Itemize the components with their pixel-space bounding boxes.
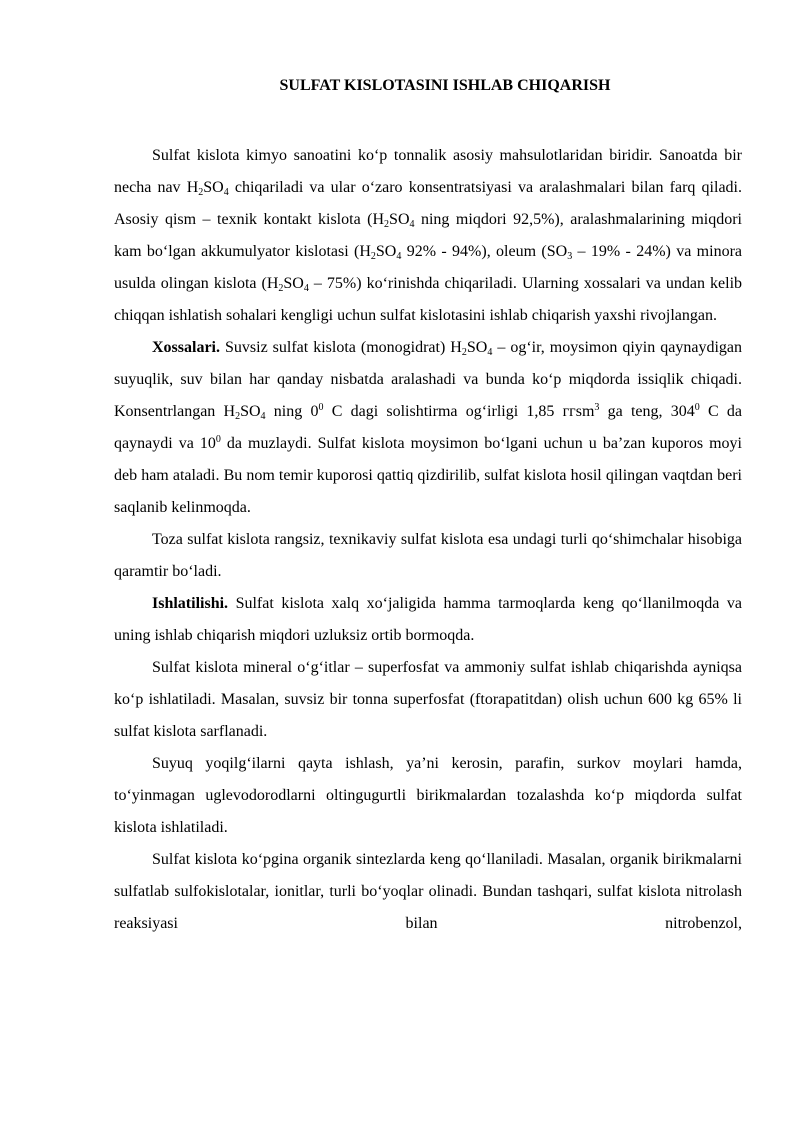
- paragraph-properties: Xossalari. Suvsiz sulfat kislota (monogidrat) $H_2SO_4$ – og‘ir, moysimon qiyin qaynaydigan suyuqlik, suv bilan har qanday nisbatda aralashadi va bunda ko‘p miqdorda issiqlik chiqadi. Konsentrlangan $H_2SO_4$ ning $0^0$ C dagi solishtirma og‘irligi 1,85 ггsm$^3$ ga teng, $304^0$ C da qaynaydi va $10^0$ da muzlaydi. Sulfat kislota moysimon bo‘lgani uchun u ba’zan kuporos moyi deb ham ataladi. Bu nom temir kuporosi qattiq qizdirilib, sulfat kislota hosil qilingan vaqtdan beri saqlanib kelinmoqda.: [114, 339, 743, 516]
- paragraph-organic-synthesis: Sulfat kislota ko‘pgina organik sintezlarda keng qo‘llaniladi. Masalan, organik birikmalarni sulfatlab sulfokislotalar, ionitlar, turli bo‘yoqlar olinadi. Bundan tashqari, sulfat kislota nitrolash reaksiyasi bilan nitrobenzol,: [114, 851, 742, 932]
- paragraph-fertilizers: Sulfat kislota mineral o‘g‘itlar – superfosfat va ammoniy sulfat ishlab chiqarishda ayniqsa ko‘p ishlatiladi. Masalan, suvsiz bir tonna superfosfat (ftorapatitdan) olish uchun 600 kg 65% li sulfat kislota sarflanadi.: [114, 659, 742, 740]
- properties-heading: Xossalari.: [152, 339, 220, 356]
- document-title: SULFAT KISLOTASINI ISHLAB CHIQARISH: [279, 77, 611, 94]
- paragraph-intro: Sulfat kislota kimyo sanoatini ko‘p tonnalik asosiy mahsulotlaridan biridir. Sanoatda bir necha nav $H_2SO_4$ chiqariladi va ular o‘zaro konsentratsiyasi va aralashmalari bilan farq qiladi. Asosiy qism – texnik kontakt kislota ($H_2SO_4$ ning miqdori 92,5%), aralashmalarining miqdori kam bo‘lgan akkumulyator kislotasi ($H_2SO_4$ 92% - 94%), oleum $(SO_3 - 19\% - 24\%)$ va minora usulda olingan kislota $(H_2SO_4 - 75\%)$ ko‘rinishda chiqariladi. Ularning xossalari va undan kelib chiqqan ishlatish sohalari kengligi uchun sulfat kislotasini ishlab chiqarish yaxshi rivojlangan.: [114, 147, 743, 324]
- paragraph-usage: Ishlatilishi. Sulfat kislota xalq xo‘jaligida hamma tarmoqlarda keng qo‘llanilmoqda va uning ishlab chiqarish miqdori uzluksiz ortib bormoqda.: [114, 595, 742, 644]
- paragraph-fuels: Suyuq yoqilg‘ilarni qayta ishlash, ya’ni kerosin, parafin, surkov moylari hamda, to‘yinmagan uglevodorodlarni oltingugurtli birikmalardan tozalashda ko‘p miqdorda sulfat kislota ishlatiladi.: [114, 755, 742, 836]
- paragraph-color: Toza sulfat kislota rangsiz, texnikaviy sulfat kislota esa undagi turli qo‘shimchalar hisobiga qaramtir bo‘ladi.: [114, 531, 742, 580]
- document-body: [114, 140, 742, 940]
- usage-heading: Ishlatilishi.: [152, 595, 229, 612]
